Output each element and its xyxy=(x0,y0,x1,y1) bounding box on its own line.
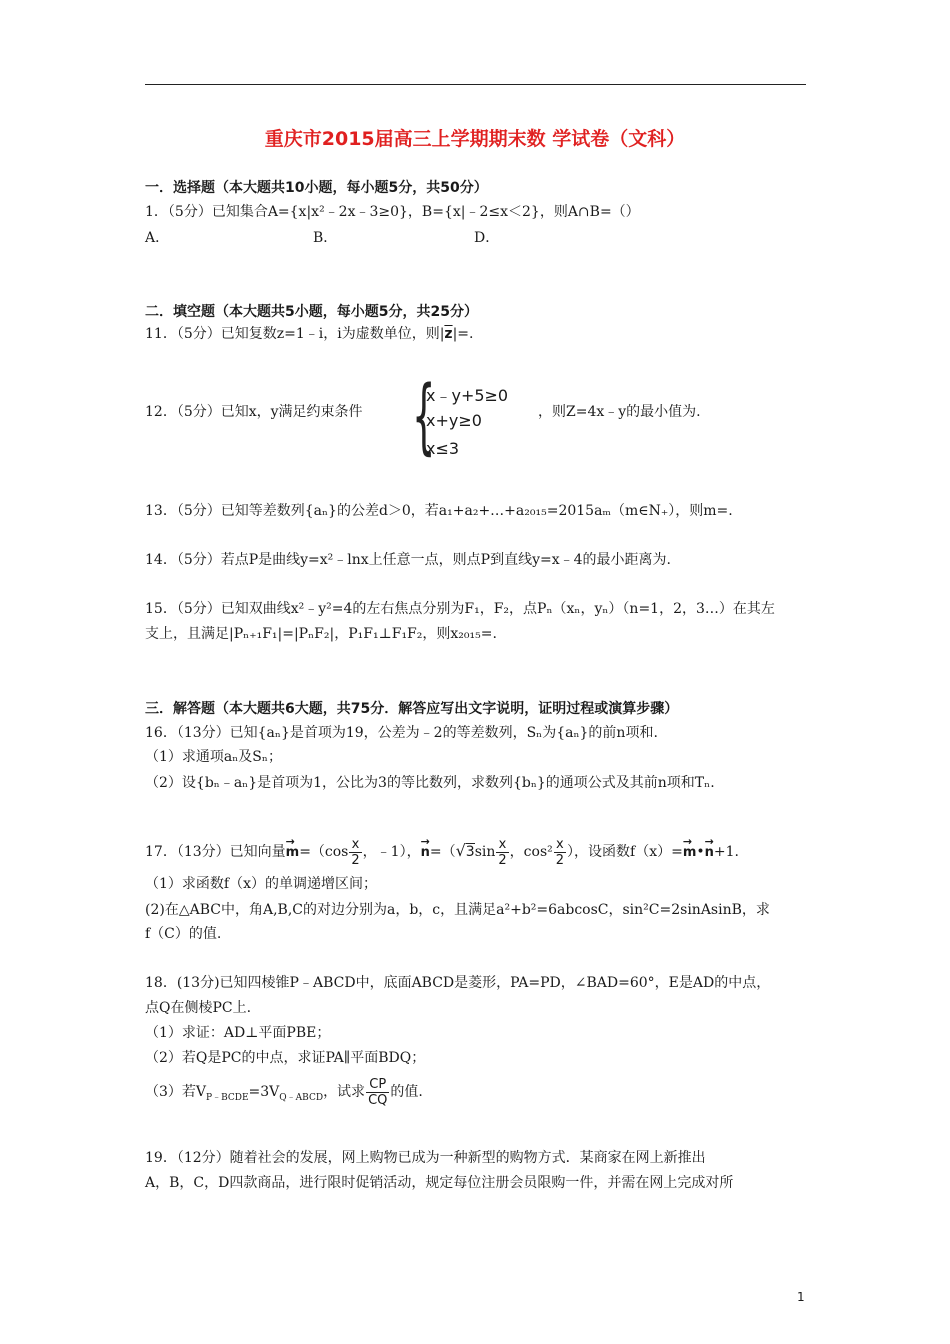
frac-num: x xyxy=(554,837,566,853)
section-heading-answer: 三．解答题（本大题共6大题，共75分．解答应写出文字说明，证明过程或演算步骤） xyxy=(145,701,679,717)
question-19-line-2: A，B，C，D四款商品，进行限时促销活动，规定每位注册会员限购一件，并需在网上完成对所 xyxy=(145,1175,734,1191)
q17-part2: ，﹣1）， xyxy=(362,844,421,860)
q1-option-d: D． xyxy=(474,230,500,246)
q17-part1: =（cos xyxy=(299,844,349,860)
q1-option-b: B． xyxy=(313,230,338,246)
question-18-line-5 xyxy=(145,1074,423,1110)
vector-n: → n xyxy=(421,835,430,871)
fraction-cp-over-cq xyxy=(366,1077,389,1108)
header-rule xyxy=(145,84,806,85)
question-19-line-1: 19．（12分）随着社会的发展，网上购物已成为一种新型的购物方式．某商家在网上新推出 xyxy=(145,1150,706,1166)
page-title: 重庆市2015届高三上学期期末数 学试卷（文科） xyxy=(264,128,686,150)
constraint-1: x﹣y+5≥0 xyxy=(426,386,509,405)
frac-den: 2 xyxy=(498,852,507,868)
vector-n: → n xyxy=(705,835,714,871)
question-16-line-3: （2）设{bₙ﹣aₙ}是首项为1，公比为3的等比数列，求数列{bₙ}的通项公式及其前n项和Tₙ. xyxy=(145,775,715,791)
question-17-line-1 xyxy=(145,833,739,871)
frac-num: x xyxy=(349,837,361,853)
fraction-x-over-2 xyxy=(496,837,508,868)
question-17-line-2: （1）求函数f（x）的单调递增区间； xyxy=(145,876,377,892)
q17-part3: =（ xyxy=(429,844,456,860)
question-18-line-4: （2）若Q是PC的中点，求证PA∥平面BDQ； xyxy=(145,1050,426,1066)
sqrt-radicand: 3 xyxy=(465,844,475,860)
question-17-line-3: (2)在△ABC中，角A,B,C的对边分别为a，b，c，且满足a²+b²=6abcosC，sin²C=2sinAsinB，求 xyxy=(145,902,770,918)
q1-option-a: A． xyxy=(145,230,170,246)
brace-icon: { xyxy=(412,369,436,464)
question-15-line-2: 支上，且满足|Pₙ₊₁F₁|=|PₙF₂|，P₁F₁⊥F₁F₂，则x₂₀₁₅=. xyxy=(145,626,497,642)
question-18-line-2: 点Q在侧棱PC上. xyxy=(145,1000,252,1016)
frac-den: 2 xyxy=(555,852,565,868)
question-12-pre: 12．（5分）已知x，y满足约束条件 xyxy=(145,404,363,420)
constraint-system xyxy=(412,369,522,465)
question-15-line-1: 15．（5分）已知双曲线x²﹣y²=4的左右焦点分别为F₁，F₂，点Pₙ（xₙ，yₙ）（n=1，2，3…）在其左 xyxy=(145,601,775,617)
q11-text-pre: 11．（5分）已知复数z=1﹣i，i为虚数单位，则| xyxy=(145,326,445,342)
q18-l5-mid: =3V xyxy=(248,1084,280,1100)
dot-product: • xyxy=(696,844,705,860)
q17-part4: sin xyxy=(474,844,496,860)
q18-sub2: Q﹣ABCD xyxy=(279,1092,324,1103)
z-conjugate: $\overline{z}$ xyxy=(444,326,453,342)
q17-part6: ），设函数f（x）= xyxy=(567,844,683,860)
question-1: 1．（5分）已知集合A={x|x²﹣2x﹣3≥0}，B={x|﹣2≤x＜2}，则A∩B=（） xyxy=(145,204,640,220)
q18-l5-post: 的值. xyxy=(390,1084,423,1100)
question-16-line-1: 16．（13分）已知{aₙ}是首项为19，公差为﹣2的等差数列，Sₙ为{aₙ}的前n项和. xyxy=(145,725,658,741)
page-number: 1 xyxy=(797,1290,805,1304)
q17-part7: +1. xyxy=(713,844,740,860)
fraction-x-over-2 xyxy=(349,837,361,868)
section-heading-fill: 二．填空题（本大题共5小题，每小题5分，共25分） xyxy=(145,304,478,320)
fraction-x-over-2 xyxy=(554,837,566,868)
frac-num: CP xyxy=(366,1077,389,1093)
question-14: 14．（5分）若点P是曲线y=x²﹣lnx上任意一点，则点P到直线y=x﹣4的最小距离为. xyxy=(145,552,671,568)
question-13: 13．（5分）已知等差数列{aₙ}的公差d＞0，若a₁+a₂+…+a₂₀₁₅=2015aₘ（m∈N₊），则m=. xyxy=(145,503,733,519)
q17-part5: ，cos² xyxy=(509,844,553,860)
question-18-line-3: （1）求证：AD⊥平面PBE； xyxy=(145,1025,331,1041)
vector-m: → m xyxy=(286,835,300,871)
frac-den: 2 xyxy=(351,852,360,868)
vector-m: → m xyxy=(683,835,697,871)
question-11 xyxy=(145,324,473,344)
q17-pre: 17．（13分）已知向量 xyxy=(145,844,286,860)
constraint-3: x≤3 xyxy=(426,439,460,458)
q18-l5-pre: （3）若V xyxy=(145,1084,207,1100)
sqrt-icon: √ xyxy=(455,841,466,860)
question-17-line-4: f（C）的值. xyxy=(145,926,222,942)
frac-den: CQ xyxy=(368,1092,388,1108)
constraint-2: x+y≥0 xyxy=(426,411,482,430)
q11-text-post: |=. xyxy=(452,326,474,342)
question-12-post: ，则Z=4x﹣y的最小值为. xyxy=(538,404,701,420)
question-18-line-1: 18．(13分)已知四棱锥P﹣ABCD中，底面ABCD是菱形，PA=PD，∠BAD=60°，E是AD的中点， xyxy=(145,975,771,991)
frac-num: x xyxy=(496,837,508,853)
q18-sub1: P﹣BCDE xyxy=(206,1092,249,1103)
q18-l5-mid2: ，试求 xyxy=(323,1084,366,1100)
question-16-line-2: （1）求通项aₙ及Sₙ； xyxy=(145,749,282,765)
section-heading-choice: 一．选择题（本大题共10小题，每小题5分，共50分） xyxy=(145,180,488,196)
